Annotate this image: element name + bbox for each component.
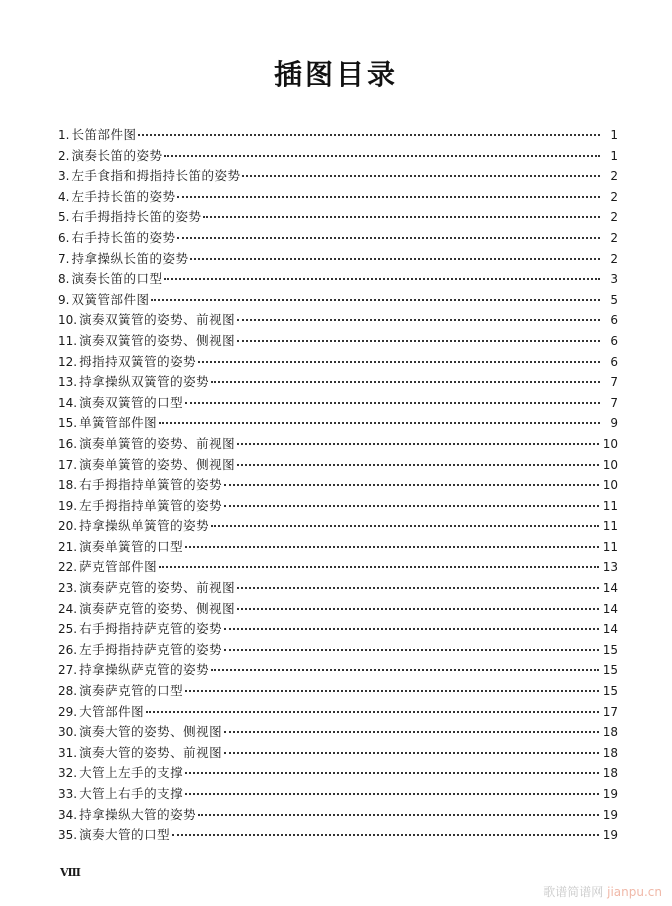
dot-leader xyxy=(159,565,599,568)
dot-leader xyxy=(185,792,599,795)
dot-leader xyxy=(237,463,599,466)
toc-entry-page: 6 xyxy=(610,354,618,369)
toc-entry-label: 右手持长笛的姿势 xyxy=(71,229,176,245)
toc-entry-number: 31. xyxy=(58,745,78,760)
toc-entry xyxy=(58,496,618,517)
dot-leader xyxy=(237,586,599,589)
toc-entry-number: 26. xyxy=(58,642,78,657)
dot-leader xyxy=(198,360,600,363)
toc-entry-page: 15 xyxy=(602,663,618,678)
toc-entry-label: 持拿操纵大管的姿势 xyxy=(79,806,197,822)
toc-entry xyxy=(58,269,618,290)
toc-entry-label: 持拿操纵双簧管的姿势 xyxy=(79,374,210,390)
dot-leader xyxy=(224,504,599,507)
dot-leader xyxy=(185,401,600,404)
toc-entry-number: 9. xyxy=(58,292,70,307)
toc-entry-page: 10 xyxy=(602,478,618,493)
toc-entry xyxy=(58,228,618,249)
toc-entry-page: 18 xyxy=(602,725,618,740)
toc-entry xyxy=(58,805,618,826)
toc-entry-number: 35. xyxy=(58,828,78,843)
toc-entry-page: 7 xyxy=(610,375,618,390)
toc-entry-label: 单簧管部件图 xyxy=(79,415,158,431)
toc-entry-label: 持拿操纵长笛的姿势 xyxy=(71,250,189,266)
toc-entry-label: 演奏双簧管的姿势、侧视图 xyxy=(79,332,236,348)
toc-entry xyxy=(58,537,618,558)
toc-entry-label: 右手拇指持单簧管的姿势 xyxy=(79,477,223,493)
toc-entry-number: 8. xyxy=(58,272,70,287)
toc-entry-number: 20. xyxy=(58,519,78,534)
toc-entry xyxy=(58,722,618,743)
toc-entry xyxy=(58,166,618,187)
toc-entry xyxy=(58,516,618,537)
toc-entry-page: 2 xyxy=(610,230,618,245)
toc-entry-number: 3. xyxy=(58,169,70,184)
dot-leader xyxy=(185,545,599,548)
toc-entry-page: 6 xyxy=(610,333,618,348)
toc-entry-label: 演奏单簧管的口型 xyxy=(79,538,184,554)
toc-entry-number: 24. xyxy=(58,601,78,616)
toc-entry-number: 32. xyxy=(58,766,78,781)
toc-entry-page: 2 xyxy=(610,169,618,184)
dot-leader xyxy=(146,710,599,713)
toc-entry-label: 左手拇指持萨克管的姿势 xyxy=(79,641,223,657)
toc-entry-label: 演奏长笛的口型 xyxy=(71,271,163,287)
toc-entry-number: 14. xyxy=(58,395,78,410)
toc-entry xyxy=(58,331,618,352)
dot-leader xyxy=(177,195,600,198)
dot-leader xyxy=(198,813,599,816)
toc-entry-number: 15. xyxy=(58,416,78,431)
toc-entry-label: 演奏萨克管的姿势、前视图 xyxy=(79,580,236,596)
toc-entry xyxy=(58,660,618,681)
toc-entry-page: 5 xyxy=(610,292,618,307)
dot-leader xyxy=(185,689,599,692)
toc-entry xyxy=(58,187,618,208)
toc-entry-label: 左手持长笛的姿势 xyxy=(71,188,176,204)
dot-leader xyxy=(159,421,600,424)
toc-entry-label: 左手拇指持单簧管的姿势 xyxy=(79,497,223,513)
toc-entry-page: 15 xyxy=(602,684,618,699)
toc-entry xyxy=(58,393,618,414)
toc-entry-number: 6. xyxy=(58,230,70,245)
toc-entry xyxy=(58,125,618,146)
toc-entry-page: 1 xyxy=(610,128,618,142)
toc-entry-label: 演奏大管的姿势、前视图 xyxy=(79,744,223,760)
toc-entry-page: 11 xyxy=(602,519,618,534)
toc-entry-page: 18 xyxy=(602,745,618,760)
dot-leader xyxy=(164,277,600,280)
watermark xyxy=(543,883,662,900)
toc-entry-number: 19. xyxy=(58,498,78,513)
toc-entry-label: 大管上右手的支撑 xyxy=(79,786,184,801)
toc-entry-page: 2 xyxy=(610,251,618,266)
toc-entry-page: 11 xyxy=(602,498,618,513)
toc-entry-number: 33. xyxy=(58,787,78,801)
toc-entry-number: 12. xyxy=(58,354,78,369)
toc-entry-page: 17 xyxy=(602,704,618,719)
toc-entry xyxy=(58,207,618,228)
toc-entry-page: 3 xyxy=(610,272,618,287)
toc-entry-label: 持拿操纵萨克管的姿势 xyxy=(79,662,210,678)
toc-entry xyxy=(58,352,618,373)
toc-entry xyxy=(58,455,618,476)
toc-entry xyxy=(58,290,618,311)
dot-leader xyxy=(211,380,600,383)
toc-entry-number: 4. xyxy=(58,189,70,204)
dot-leader xyxy=(151,298,600,301)
toc-entry xyxy=(58,434,618,455)
table-of-contents xyxy=(58,125,618,846)
toc-entry xyxy=(58,763,618,784)
dot-leader xyxy=(172,833,599,836)
toc-entry-label: 大管部件图 xyxy=(79,703,145,719)
toc-entry-number: 2. xyxy=(58,148,70,163)
toc-entry-page: 14 xyxy=(602,581,618,596)
dot-leader xyxy=(164,154,600,157)
dot-leader xyxy=(237,339,600,342)
toc-entry-page: 19 xyxy=(602,787,618,801)
page-number: Ⅷ xyxy=(60,866,81,879)
toc-entry-page: 15 xyxy=(602,642,618,657)
toc-entry-page: 13 xyxy=(602,560,618,575)
toc-entry-page: 1 xyxy=(610,148,618,163)
toc-entry-number: 7. xyxy=(58,251,70,266)
toc-entry-number: 11. xyxy=(58,333,78,348)
toc-entry-number: 22. xyxy=(58,560,78,575)
toc-entry-number: 10. xyxy=(58,313,78,328)
toc-entry-number: 34. xyxy=(58,807,78,822)
dot-leader xyxy=(185,771,599,774)
toc-entry-page: 7 xyxy=(610,395,618,410)
toc-entry-label: 长笛部件图 xyxy=(71,127,137,142)
toc-entry-label: 演奏大管的口型 xyxy=(79,827,171,843)
dot-leader xyxy=(138,133,600,136)
toc-entry xyxy=(58,681,618,702)
toc-entry xyxy=(58,310,618,331)
toc-entry-label: 演奏单簧管的姿势、侧视图 xyxy=(79,456,236,472)
dot-leader xyxy=(211,668,599,671)
toc-entry-number: 5. xyxy=(58,210,70,225)
toc-entry-number: 16. xyxy=(58,436,78,451)
toc-entry xyxy=(58,825,618,846)
toc-entry-page: 19 xyxy=(602,828,618,843)
toc-entry-number: 13. xyxy=(58,375,78,390)
toc-entry-number: 1. xyxy=(58,128,70,142)
toc-entry-number: 29. xyxy=(58,704,78,719)
toc-entry-page: 2 xyxy=(610,189,618,204)
toc-entry-label: 演奏双簧管的姿势、前视图 xyxy=(79,312,236,328)
toc-entry-page: 6 xyxy=(610,313,618,328)
toc-entry-page: 19 xyxy=(602,807,618,822)
toc-entry xyxy=(58,249,618,270)
toc-entry-label: 演奏单簧管的姿势、前视图 xyxy=(79,435,236,451)
toc-entry-label: 大管上左手的支撑 xyxy=(79,765,184,781)
toc-entry-page: 14 xyxy=(602,601,618,616)
toc-entry xyxy=(58,640,618,661)
toc-entry-label: 萨克管部件图 xyxy=(79,559,158,575)
toc-entry xyxy=(58,146,618,167)
toc-entry-number: 18. xyxy=(58,478,78,493)
dot-leader xyxy=(237,442,599,445)
toc-entry-page: 18 xyxy=(602,766,618,781)
dot-leader xyxy=(203,215,600,218)
toc-entry-label: 演奏长笛的姿势 xyxy=(71,147,163,163)
toc-entry-page: 14 xyxy=(602,622,618,637)
watermark-site-name: 歌谱简谱网 xyxy=(543,885,604,899)
toc-entry-label: 演奏大管的姿势、侧视图 xyxy=(79,724,223,740)
dot-leader xyxy=(211,524,599,527)
toc-entry-number: 28. xyxy=(58,684,78,699)
toc-entry xyxy=(58,578,618,599)
toc-entry xyxy=(58,475,618,496)
toc-entry-page: 10 xyxy=(602,436,618,451)
toc-entry-number: 27. xyxy=(58,663,78,678)
toc-entry-label: 左手食指和拇指持长笛的姿势 xyxy=(71,168,241,184)
toc-entry-label: 右手拇指持萨克管的姿势 xyxy=(79,621,223,637)
toc-entry-label: 双簧管部件图 xyxy=(71,291,150,307)
toc-entry-number: 17. xyxy=(58,457,78,472)
toc-entry-number: 23. xyxy=(58,581,78,596)
dot-leader xyxy=(224,730,599,733)
dot-leader xyxy=(224,483,599,486)
dot-leader xyxy=(242,174,600,177)
toc-entry xyxy=(58,557,618,578)
toc-entry-page: 10 xyxy=(602,457,618,472)
dot-leader xyxy=(224,751,599,754)
toc-entry-page: 9 xyxy=(610,416,618,431)
toc-entry xyxy=(58,619,618,640)
toc-entry xyxy=(58,784,618,805)
dot-leader xyxy=(224,627,599,630)
page-title: 插图目录 xyxy=(273,57,398,91)
dot-leader xyxy=(237,607,599,610)
watermark-site-url: jianpu.cn xyxy=(607,885,662,899)
toc-entry xyxy=(58,702,618,723)
toc-entry-label: 持拿操纵单簧管的姿势 xyxy=(79,518,210,534)
toc-entry-label: 演奏萨克管的姿势、侧视图 xyxy=(79,600,236,616)
toc-entry-label: 演奏萨克管的口型 xyxy=(79,683,184,699)
dot-leader xyxy=(190,257,600,260)
toc-entry-label: 演奏双簧管的口型 xyxy=(79,394,184,410)
toc-entry-label: 拇指持双簧管的姿势 xyxy=(79,353,197,369)
dot-leader xyxy=(177,236,600,239)
toc-entry xyxy=(58,743,618,764)
toc-entry xyxy=(58,413,618,434)
toc-entry-page: 2 xyxy=(610,210,618,225)
dot-leader xyxy=(224,648,599,651)
toc-entry xyxy=(58,372,618,393)
toc-entry-number: 21. xyxy=(58,539,78,554)
toc-entry-page: 11 xyxy=(602,539,618,554)
toc-entry xyxy=(58,599,618,620)
dot-leader xyxy=(237,318,600,321)
toc-entry-number: 25. xyxy=(58,622,78,637)
toc-entry-number: 30. xyxy=(58,725,78,740)
toc-entry-label: 右手拇指持长笛的姿势 xyxy=(71,209,202,225)
